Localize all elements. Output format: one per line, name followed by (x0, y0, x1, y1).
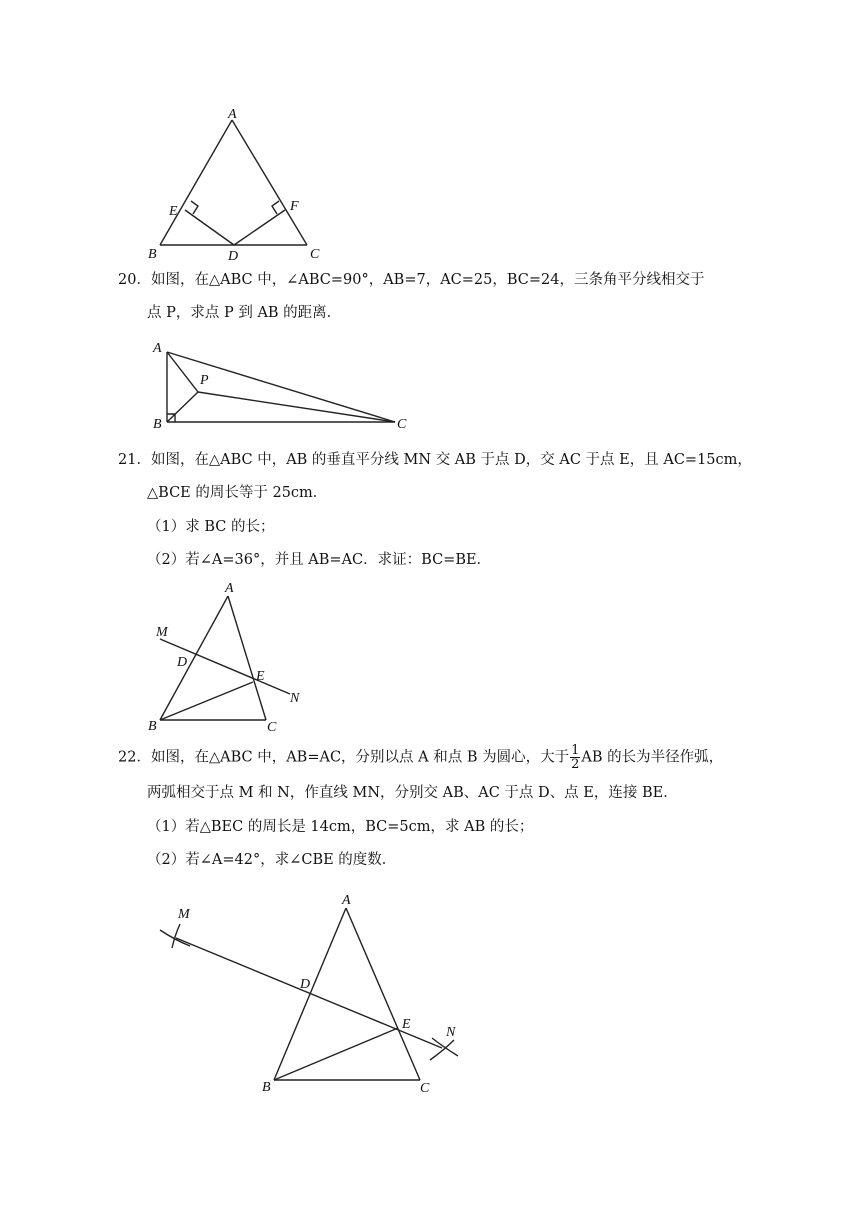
label-m: M (178, 907, 190, 922)
label-c: C (420, 1081, 430, 1096)
figure-20-svg (145, 338, 415, 438)
label-d: D (177, 655, 188, 670)
label-a: A (153, 341, 162, 356)
figure-21-svg (140, 578, 340, 738)
segment-ac (228, 596, 266, 720)
label-e: E (402, 1017, 411, 1032)
q21-line2: △BCE 的周长等于 25cm． (147, 485, 328, 501)
fraction-denominator: 2 (571, 757, 580, 772)
figure-21 (140, 578, 340, 738)
label-c: C (267, 720, 277, 735)
label-b: B (148, 719, 157, 734)
segment-ab (160, 120, 232, 245)
segment-cp (198, 392, 395, 422)
arc-n-1 (430, 1040, 454, 1060)
q22-line1-b: AB 的长为半径作弧， (581, 749, 724, 766)
label-b: B (148, 247, 157, 262)
label-c: C (397, 417, 407, 432)
label-n: N (446, 1025, 456, 1040)
label-p: P (200, 373, 209, 388)
label-e: E (169, 204, 178, 219)
label-d: D (228, 249, 239, 264)
figure-22 (150, 888, 480, 1098)
arc-m-2 (172, 924, 180, 948)
figure-20 (145, 338, 415, 438)
right-angle-f (272, 201, 279, 214)
label-b: B (153, 417, 162, 432)
q22-part1: （1）若△BEC 的周长是 14cm，BC=5cm，求 AB 的长； (147, 819, 534, 835)
fraction-half (570, 744, 580, 771)
label-c: C (310, 247, 320, 262)
label-d: D (300, 977, 311, 992)
figure-19 (140, 100, 340, 265)
label-a: A (342, 893, 351, 908)
label-e: E (256, 669, 265, 684)
label-n: N (290, 691, 300, 706)
q22-part2: （2）若∠A=42°，求∠CBE 的度数． (147, 852, 397, 868)
label-a: A (228, 107, 237, 122)
label-m: M (156, 625, 168, 640)
figure-22-svg (150, 888, 480, 1098)
segment-df (234, 210, 285, 245)
right-angle-e (191, 201, 198, 214)
segment-ac (232, 120, 307, 245)
fraction-numerator: 1 (571, 743, 580, 758)
q22-line1 (118, 744, 723, 771)
segment-be (160, 682, 253, 720)
segment-ac (346, 908, 420, 1080)
q21-part2: （2）若∠A=36°，并且 AB=AC．求证：BC=BE． (147, 552, 492, 568)
q22-line2: 两弧相交于点 M 和 N，作直线 MN，分别交 AB、AC 于点 D、点 E，连接 BE． (147, 785, 678, 801)
segment-ab (160, 596, 228, 720)
label-b: B (262, 1080, 271, 1095)
segment-bp (167, 392, 198, 422)
q20-line1: 20．如图，在△ABC 中，∠ABC=90°，AB=7，AC=25，BC=24，三条角平分线相交于 (118, 272, 705, 288)
q22-line1-a: 22．如图，在△ABC 中，AB=AC，分别以点 A 和点 B 为圆心，大于 (118, 749, 570, 766)
q21-line1: 21．如图，在△ABC 中，AB 的垂直平分线 MN 交 AB 于点 D，交 AC 于点 E，且 AC=15cm， (118, 452, 752, 468)
label-a: A (225, 581, 234, 596)
q20-line2: 点 P，求点 P 到 AB 的距离． (147, 305, 342, 321)
figure-19-svg (140, 100, 340, 265)
segment-de (185, 210, 234, 245)
segment-ap (167, 352, 198, 392)
label-f: F (290, 199, 299, 214)
q21-part1: （1）求 BC 的长； (147, 519, 275, 535)
